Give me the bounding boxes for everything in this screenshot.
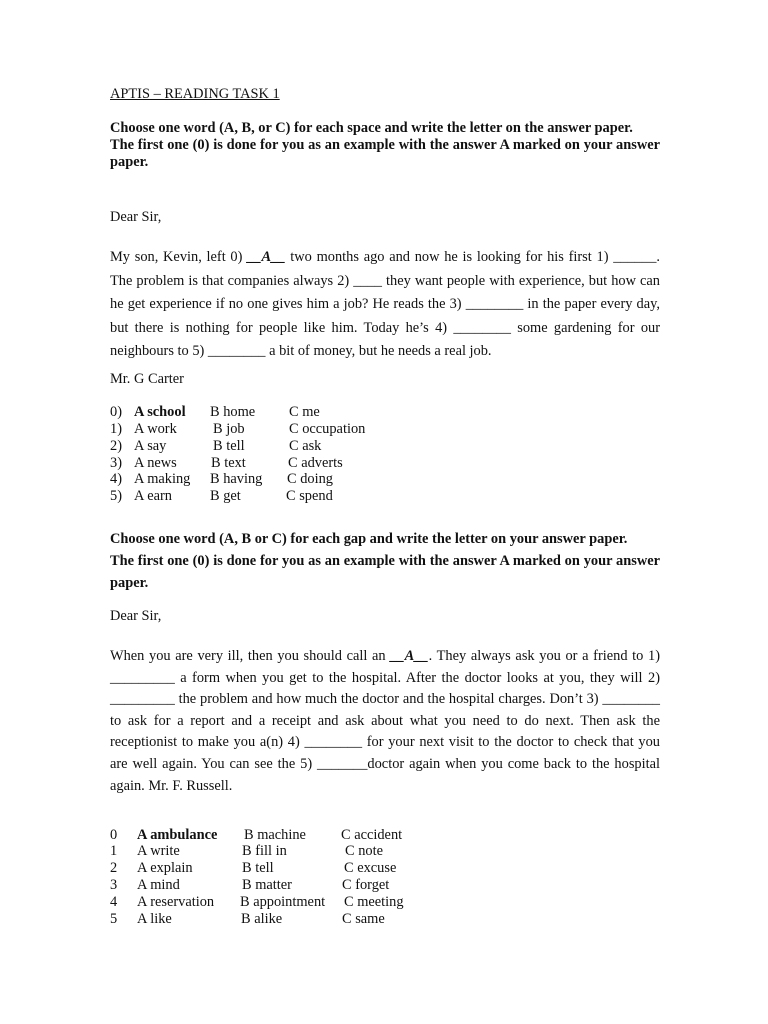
task1-option-row xyxy=(110,471,510,488)
option-b: B home xyxy=(210,404,256,420)
option-c: C spend xyxy=(286,488,333,504)
task1-option-row xyxy=(110,488,510,505)
option-c: C same xyxy=(342,911,385,927)
option-c: C note xyxy=(345,843,383,859)
task2-letter-part1: When you are very ill, then you should call an xyxy=(110,648,391,664)
option-b: B text xyxy=(211,455,246,471)
option-a: A mind xyxy=(137,877,180,893)
task2-greeting: Dear Sir, xyxy=(110,608,162,624)
option-a: A ambulance xyxy=(137,827,218,843)
task1-option-row xyxy=(110,421,510,438)
option-number: 3 xyxy=(110,877,118,893)
option-number: 2 xyxy=(110,860,118,876)
option-number: 1 xyxy=(110,843,118,859)
option-number: 1) xyxy=(110,421,122,437)
option-number: 0) xyxy=(110,404,122,420)
option-number: 4) xyxy=(110,471,122,487)
option-c: C me xyxy=(289,404,320,420)
option-b: B machine xyxy=(244,827,306,843)
option-number: 5) xyxy=(110,488,122,504)
option-a: A say xyxy=(134,438,167,454)
task1-option-row xyxy=(110,404,510,421)
option-c: C occupation xyxy=(289,421,366,437)
option-c: C forget xyxy=(342,877,390,893)
task2-instruction-text: Choose one word (A, B or C) for each gap and write the letter on your answer paper. xyxy=(110,531,628,547)
option-a: A like xyxy=(137,911,172,927)
option-b: B fill in xyxy=(242,843,287,859)
option-c: C doing xyxy=(287,471,333,487)
task1-instruction-text: Choose one word (A, B, or C) for each space and write the letter on the answer paper. xyxy=(110,120,633,136)
option-number: 5 xyxy=(110,911,118,927)
option-c: C excuse xyxy=(344,860,397,876)
option-number: 4 xyxy=(110,894,118,910)
task2-letter-part2: . They always ask you or a friend to 1) _________ a form when you get to the hospital. After the doctor looks at you, they will 2) _________ the problem and how much the doctor and the hospital charges. Don’t 3) ________ to ask for a report and a receipt and ask about what you need to do next. Then ask the receptionist to make you a(n) 4) ________ for your next visit to the doctor to check that you are well again. You can see the 5) _______doctor again when you come back to the hospital again. Mr. F. Russell. xyxy=(110,648,660,794)
task2-instructions xyxy=(110,528,660,594)
task2-letter xyxy=(110,646,660,797)
task1-greeting: Dear Sir, xyxy=(110,209,162,225)
task1-signature: Mr. G Carter xyxy=(110,371,184,387)
task2-option-row xyxy=(110,877,510,894)
option-b: B tell xyxy=(213,438,245,454)
option-a: A write xyxy=(137,843,180,859)
option-a: A explain xyxy=(137,860,193,876)
task1-letter-part2: two months ago and now he is looking for his first 1) ______. The problem is that companies always 2) ____ they want people with experience, but how can he get experience if no one gives him a job? He reads the 3) ________ in the paper every day, but there is nothing for people like him. Today he’s 4) ________ some gardening for our neighbours to 5) ________ a bit of money, but he needs a real job. xyxy=(110,249,660,359)
option-c: C accident xyxy=(341,827,403,843)
task2-option-row xyxy=(110,827,510,844)
task1-option-row xyxy=(110,438,510,455)
option-number: 2) xyxy=(110,438,122,454)
option-c: C adverts xyxy=(288,455,343,471)
option-b: B get xyxy=(210,488,241,504)
option-a: A news xyxy=(134,455,177,471)
task1-letter-part1: My son, Kevin, left 0) xyxy=(110,249,248,265)
task2-example-note: The first one (0) is done for you as an example with the answer A marked on your answer paper. xyxy=(110,553,660,591)
task1-instructions xyxy=(110,120,660,171)
option-a: A reservation xyxy=(137,894,215,910)
task1-example-note: The first one (0) is done for you as an example with the answer A marked on your answer paper. xyxy=(110,137,660,170)
option-a: A work xyxy=(134,421,177,437)
option-a: A making xyxy=(134,471,191,487)
option-c: C ask xyxy=(289,438,322,454)
task2-option-row xyxy=(110,911,510,928)
option-number: 3) xyxy=(110,455,122,471)
option-number: 0 xyxy=(110,827,118,843)
task2-option-row xyxy=(110,843,510,860)
task1-example-answer: __A__ xyxy=(247,249,286,265)
task1-letter xyxy=(110,246,660,364)
option-c: C meeting xyxy=(344,894,404,910)
task1-option-row xyxy=(110,455,510,472)
option-b: B job xyxy=(213,421,245,437)
task2-example-answer: __A__ xyxy=(390,648,429,664)
page-title: APTIS – READING TASK 1 xyxy=(110,86,280,102)
task2-option-row xyxy=(110,894,510,911)
task2-option-row xyxy=(110,860,510,877)
option-b: B matter xyxy=(242,877,292,893)
option-a: A earn xyxy=(134,488,172,504)
option-b: B alike xyxy=(241,911,283,927)
option-b: B tell xyxy=(242,860,274,876)
option-b: B appointment xyxy=(240,894,326,910)
option-a: A school xyxy=(134,404,186,420)
option-b: B having xyxy=(210,471,263,487)
